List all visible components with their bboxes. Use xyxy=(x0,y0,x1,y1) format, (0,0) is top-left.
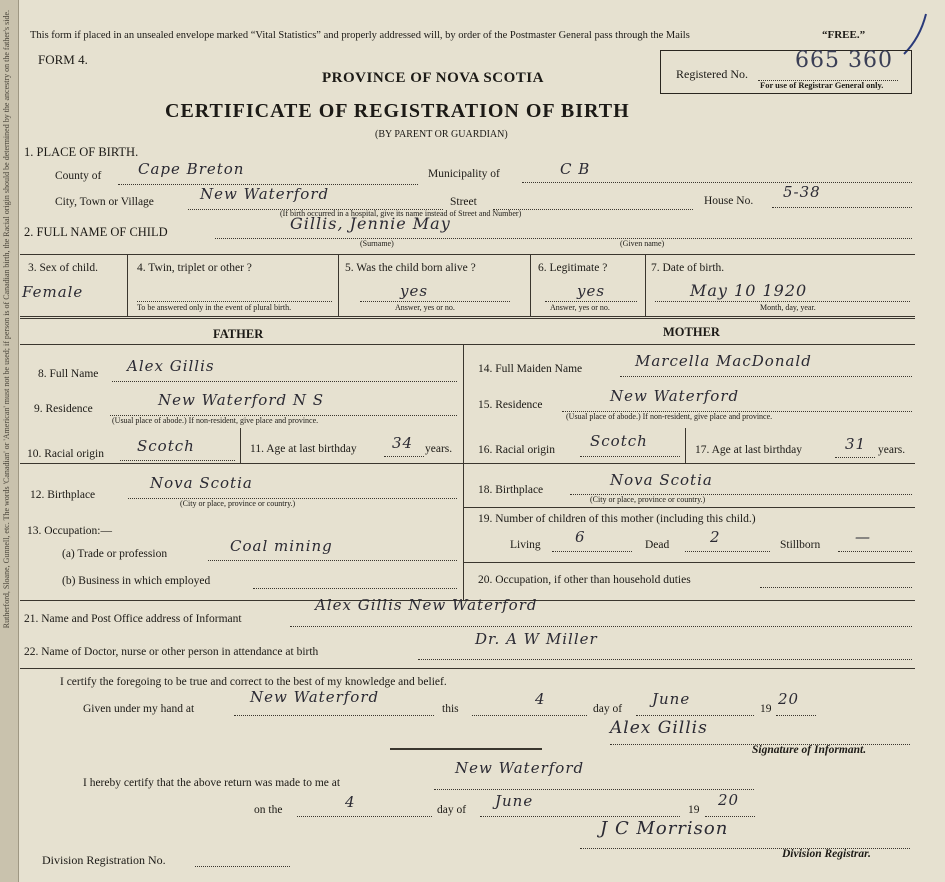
form-number: FORM 4. xyxy=(38,52,88,67)
registrar-day-of-label: day of xyxy=(437,804,467,816)
legitimate-label: 6. Legitimate ? xyxy=(538,262,608,274)
twin-label: 4. Twin, triplet or other ? xyxy=(137,262,252,274)
living-label: Living xyxy=(510,539,541,551)
torn-binding-edge xyxy=(0,0,19,882)
registrar-day-value: 4 xyxy=(345,793,356,811)
cert-year-prefix: 19 xyxy=(760,703,772,715)
mother-birthplace-note: (City or place, province or country.) xyxy=(590,495,706,504)
child-name-value: Gillis, Jennie May xyxy=(290,214,451,233)
birth-date-value: May 10 1920 xyxy=(690,281,808,300)
registered-label: Registered No. xyxy=(676,67,748,81)
father-racial-value: Scotch xyxy=(137,437,195,455)
registrar-month-value: June xyxy=(495,792,534,810)
cert-day-value: 4 xyxy=(535,690,546,708)
registrar-year-prefix: 19 xyxy=(688,804,700,816)
mother-years-label: years. xyxy=(878,444,906,456)
father-trade-value: Coal mining xyxy=(230,537,333,555)
certificate-title: CERTIFICATE OF REGISTRATION OF BIRTH xyxy=(165,100,630,122)
registrar-statement: I hereby certify that the above return was made to me at xyxy=(83,777,341,789)
city-value: New Waterford xyxy=(200,185,330,203)
father-name-label: 8. Full Name xyxy=(38,368,99,380)
informant-value: Alex Gillis New Waterford xyxy=(315,596,538,614)
city-label: City, Town or Village xyxy=(55,196,154,208)
child-name-label: 2. FULL NAME OF CHILD xyxy=(24,225,168,239)
father-name-value: Alex Gillis xyxy=(127,357,215,375)
doctor-value: Dr. A W Miller xyxy=(475,630,598,648)
mother-residence-value: New Waterford xyxy=(610,387,740,405)
informant-signature: Alex Gillis xyxy=(610,718,708,738)
mother-residence-label: 15. Residence xyxy=(478,399,543,411)
dead-value: 2 xyxy=(710,528,721,546)
mother-heading: MOTHER xyxy=(663,325,720,339)
alive-label: 5. Was the child born alive ? xyxy=(345,262,476,274)
father-years-label: years. xyxy=(425,443,453,455)
father-heading: FATHER xyxy=(213,327,264,341)
mother-age-value: 31 xyxy=(845,435,867,453)
this-label: this xyxy=(442,703,459,715)
father-birthplace-value: Nova Scotia xyxy=(150,474,253,492)
dead-label: Dead xyxy=(645,539,670,551)
informant-signature-caption: Signature of Informant. xyxy=(752,744,867,756)
free-label: “FREE.” xyxy=(822,29,866,41)
father-birthplace-label: 12. Birthplace xyxy=(30,489,96,501)
sex-value: Female xyxy=(22,283,84,301)
stillborn-label: Stillborn xyxy=(780,539,821,551)
registrar-place-value: New Waterford xyxy=(455,759,585,777)
alive-note: Answer, yes or no. xyxy=(395,303,455,312)
mother-name-label: 14. Full Maiden Name xyxy=(478,363,583,375)
father-residence-note: (Usual place of abode.) If non-resident, give place and province. xyxy=(112,416,319,425)
informant-label: 21. Name and Post Office address of Informant xyxy=(24,613,242,625)
hospital-note: (If birth occurred in a hospital, give its name instead of Street and Number) xyxy=(280,209,522,218)
birth-date-note: Month, day, year. xyxy=(760,303,816,312)
municipality-value: C B xyxy=(560,160,591,178)
mother-children-label: 19. Number of children of this mother (including this child.) xyxy=(478,513,756,525)
surname-caption: (Surname) xyxy=(360,239,394,248)
registrar-note: For use of Registrar General only. xyxy=(760,80,884,90)
legitimate-note: Answer, yes or no. xyxy=(550,303,610,312)
mother-name-value: Marcella MacDonald xyxy=(635,352,812,370)
father-age-value: 34 xyxy=(392,434,414,452)
edge-printed-text: Rutherford, Sloane, Gunnell, etc. The words 'Canadian' or 'American' must not be used; if person is of Canadian birth, the Racial origin should be determined by the ancestry on the father's side. xyxy=(2,10,11,629)
certify-statement: I certify the foregoing to be true and correct to the best of my knowledge and belief. xyxy=(60,676,447,688)
registrar-signature: J C Morrison xyxy=(600,818,729,839)
mother-residence-note: (Usual place of abode.) If non-resident, give place and province. xyxy=(566,412,773,421)
father-business-label: (b) Business in which employed xyxy=(62,575,211,587)
alive-value: yes xyxy=(400,282,429,300)
mother-birthplace-label: 18. Birthplace xyxy=(478,484,544,496)
birth-date-label: 7. Date of birth. xyxy=(651,262,725,274)
father-age-label: 11. Age at last birthday xyxy=(250,443,357,455)
county-value: Cape Breton xyxy=(138,160,245,178)
mother-age-label: 17. Age at last birthday xyxy=(695,444,802,456)
street-label: Street xyxy=(450,196,477,208)
house-value: 5-38 xyxy=(783,183,821,201)
place-heading: 1. PLACE OF BIRTH. xyxy=(24,145,139,159)
mother-occupation-label: 20. Occupation, if other than household duties xyxy=(478,574,691,586)
living-value: 6 xyxy=(575,528,586,546)
stillborn-value: — xyxy=(855,528,871,546)
given-name-caption: (Given name) xyxy=(620,239,665,248)
legitimate-value: yes xyxy=(577,282,606,300)
certificate-subtitle: (BY PARENT OR GUARDIAN) xyxy=(375,129,508,140)
mother-racial-label: 16. Racial origin xyxy=(478,444,555,456)
registered-number: 665 360 xyxy=(795,48,893,73)
division-registrar-caption: Division Registrar. xyxy=(782,848,871,860)
father-residence-label: 9. Residence xyxy=(34,403,93,415)
given-place-value: New Waterford xyxy=(250,688,380,706)
mail-notice: This form if placed in an unsealed envelope marked “Vital Statistics” and properly addressed will, by order of the Postmaster General pass through the Mails xyxy=(30,30,690,41)
registrar-on-label: on the xyxy=(254,804,283,816)
mother-birthplace-value: Nova Scotia xyxy=(610,471,713,489)
father-racial-label: 10. Racial origin xyxy=(27,448,104,460)
registrar-year-value: 20 xyxy=(718,791,740,809)
given-under-label: Given under my hand at xyxy=(83,703,195,715)
father-trade-label: (a) Trade or profession xyxy=(62,548,168,560)
cert-day-of-label: day of xyxy=(593,703,623,715)
county-label: County of xyxy=(55,170,102,182)
father-occupation-label: 13. Occupation:— xyxy=(27,525,112,537)
father-birthplace-note: (City or place, province or country.) xyxy=(180,499,296,508)
house-label: House No. xyxy=(704,195,754,207)
municipality-label: Municipality of xyxy=(428,168,500,180)
mother-racial-value: Scotch xyxy=(590,432,648,450)
father-residence-value: New Waterford N S xyxy=(158,391,325,409)
province-heading: PROVINCE OF NOVA SCOTIA xyxy=(322,70,544,86)
cert-year-value: 20 xyxy=(778,690,800,708)
doctor-label: 22. Name of Doctor, nurse or other person in attendance at birth xyxy=(24,646,319,658)
twin-note: To be answered only in the event of plural birth. xyxy=(137,303,292,312)
sex-label: 3. Sex of child. xyxy=(28,262,98,274)
cert-month-value: June xyxy=(652,690,691,708)
division-registration-label: Division Registration No. xyxy=(42,853,166,867)
